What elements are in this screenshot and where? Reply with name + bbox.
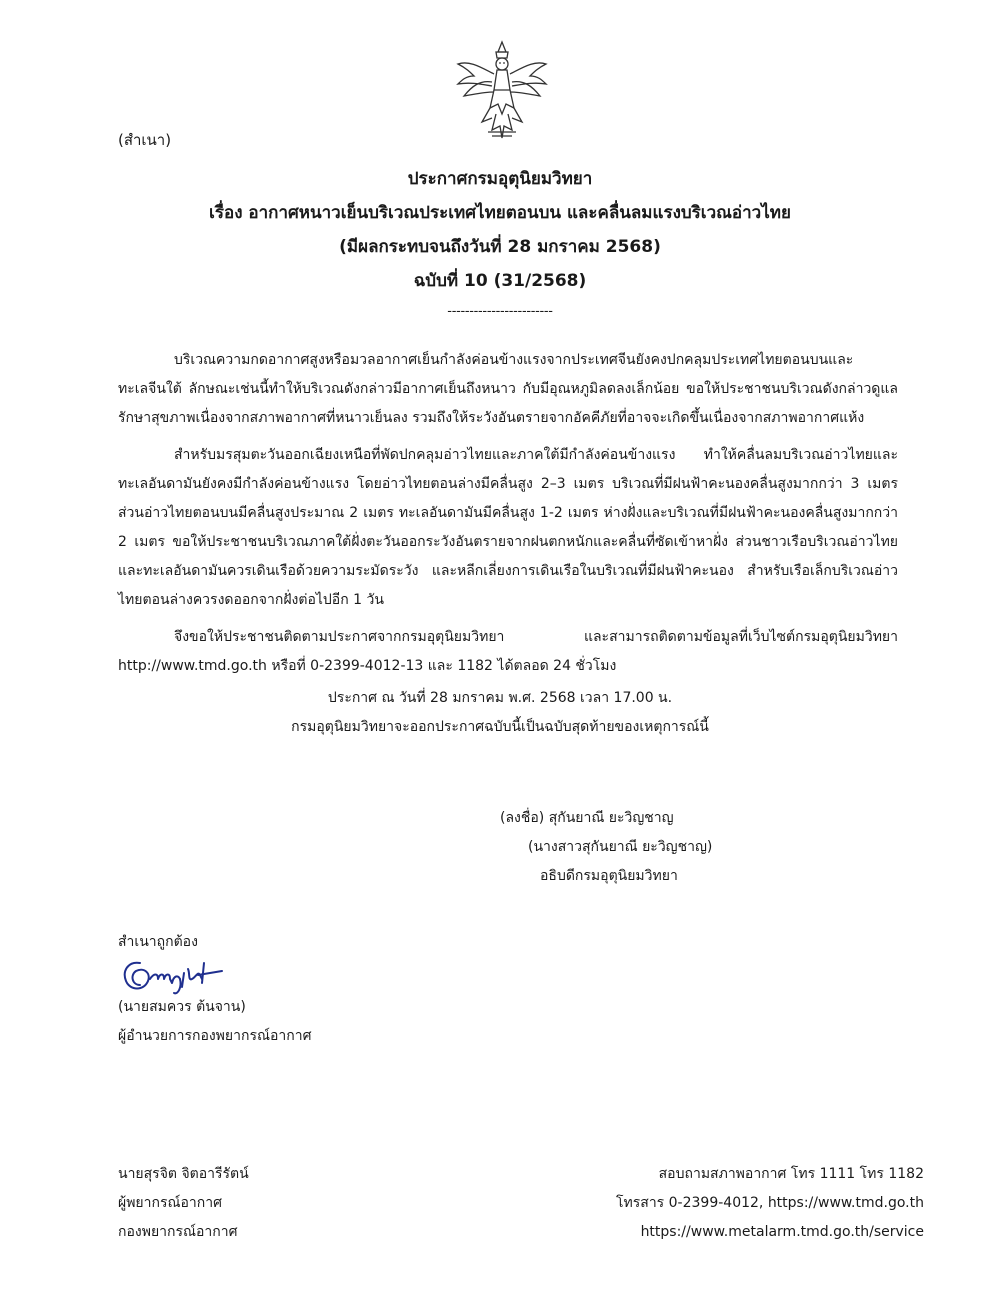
contact-block (616, 1160, 924, 1247)
effective-period: (มีผลกระทบจนถึงวันที่ 28 มกราคม 2568) (339, 237, 661, 257)
issue-number: ฉบับที่ 10 (31/2568) (413, 271, 587, 291)
forecaster-block (118, 1160, 249, 1247)
final-issue-note: กรมอุตุนิยมวิทยาจะออกประกาศฉบับนี้เป็นฉบับสุดท้ายของเหตุการณ์นี้ (291, 719, 709, 735)
announcement-title: ประกาศกรมอุตุนิยมวิทยา (407, 169, 593, 189)
certification-block (118, 928, 311, 1051)
contact-service-link[interactable]: https://www.metalarm.tmd.go.th/service (640, 1224, 924, 1240)
certifier-name: (นายสมควร ต้นจาน) (118, 999, 246, 1015)
body-paragraph: สำหรับมรสุมตะวันออกเฉียงเหนือที่พัดปกคลุมอ่าวไทยและภาคใต้มีกำลังค่อนข้างแรง ทำให้คลื่นลมบริเวณอ่าวไทยและทะเลอันดามันยังคงมีกำลังค่อนข้างแรง โดยอ่าวไทยตอนล่างมีคลื่นสูง 2–3 เมตร บริเวณที่มีฝนฟ้าคะนองคลื่นสูงมากกว่า 3 เมตร ส่วนอ่าวไทยตอนบนมีคลื่นสูงประมาณ 2 เมตร ทะเลอันดามันมีคลื่นสูง 1-2 เมตร ห่างฝั่งและบริเวณที่มีฝนฟ้าคะนองคลื่นสูงมากกว่า 2 เมตร ขอให้ประชาชนบริเวณภาคใต้ฝั่งตะวันออกระวังอันตรายจากฝนตกหนักและคลื่นที่ซัดเข้าหาฝั่ง ส่วนชาวเรือบริเวณอ่าวไทยและทะเลอันดามันควรเดินเรือด้วยความระมัดระวัง และหลีกเลี่ยงการเดินเรือในบริเวณที่มีฝนฟ้าคะนอง สำหรับเรือเล็กบริเวณอ่าวไทยตอนล่างควรงดออกจากฝั่งต่อไปอีก 1 วัน (118, 447, 898, 608)
copy-label: (สำเนา) (118, 131, 172, 149)
forecaster-name: นายสุรจิต จิตอารีรัตน์ (118, 1166, 249, 1182)
certified-copy-label: สำเนาถูกต้อง (118, 934, 198, 950)
handwritten-signature-icon (118, 953, 228, 997)
body-paragraph: จึงขอให้ประชาชนติดตามประกาศจากกรมอุตุนิยมวิทยา และสามารถติดตามข้อมูลที่เว็บไซต์กรมอุตุนิยมวิทยา http://www.tmd.go.th หรือที่ 0-2399-4012-13 และ 1182 ได้ตลอด 24 ชั่วโมง (118, 629, 898, 674)
body-paragraph: บริเวณความกดอากาศสูงหรือมวลอากาศเย็นกำลังค่อนข้างแรงจากประเทศจีนยังคงปกคลุมประเทศไทยตอนบนและทะเลจีนใต้ ลักษณะเช่นนี้ทำให้บริเวณดังกล่าวมีอากาศเย็นถึงหนาว กับมีอุณหภูมิลดลงเล็กน้อย ขอให้ประชาชนบริเวณดังกล่าวดูแลรักษาสุขภาพเนื่องจากสภาพอากาศที่หนาวเย็นลง รวมถึงให้ระวังอันตรายจากอัคคีภัยที่อาจจะเกิดขึ้นเนื่องจากสภาพอากาศแห้ง (118, 352, 898, 426)
announcement-body (118, 346, 898, 689)
announcement-date: ประกาศ ณ วันที่ 28 มกราคม พ.ศ. 2568 เวลา 17.00 น. (327, 690, 673, 706)
contact-fax-website: โทรสาร 0-2399-4012, https://www.tmd.go.th (616, 1195, 924, 1211)
certifier-position: ผู้อำนวยการกองพยากรณ์อากาศ (118, 1028, 312, 1044)
announcement-date-block (0, 684, 1000, 742)
signatory-signed: (ลงชื่อ) สุกันยาณี ยะวิญชาญ (500, 810, 674, 826)
announcement-heading (0, 162, 1000, 326)
garuda-emblem-icon (452, 38, 552, 144)
announcement-subject: เรื่อง อากาศหนาวเย็นบริเวณประเทศไทยตอนบน และคลื่นลมแรงบริเวณอ่าวไทย (209, 203, 791, 223)
forecaster-role: ผู้พยากรณ์อากาศ (118, 1195, 222, 1211)
forecaster-division: กองพยากรณ์อากาศ (118, 1224, 238, 1240)
signatory-position: อธิบดีกรมอุตุนิยมวิทยา (540, 868, 678, 884)
signatory-block (500, 804, 712, 891)
signatory-full-name: (นางสาวสุกันยาณี ยะวิญชาญ) (528, 839, 713, 855)
contact-phone: สอบถามสภาพอากาศ โทร 1111 โทร 1182 (658, 1166, 924, 1182)
heading-divider: ------------------------ (447, 304, 553, 319)
